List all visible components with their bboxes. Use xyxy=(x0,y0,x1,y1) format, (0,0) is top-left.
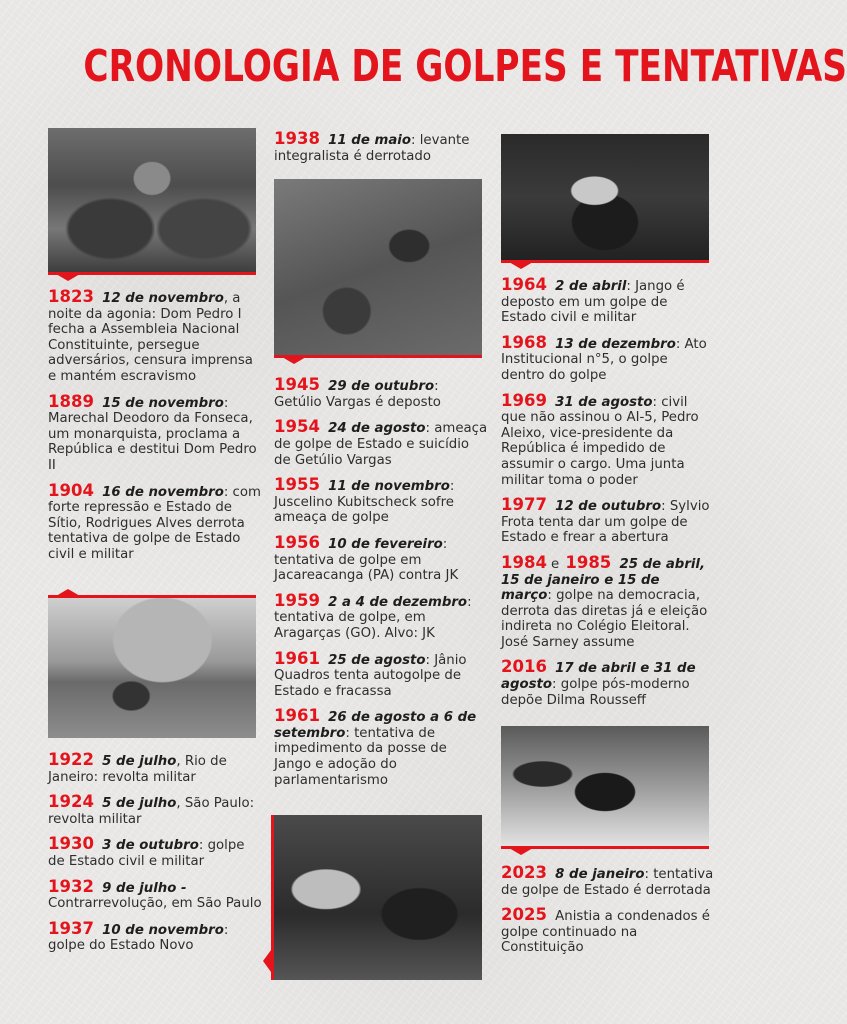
timeline-entry-1969 xyxy=(501,390,715,489)
timeline-group xyxy=(501,865,715,956)
entry-date: 9 de julho - xyxy=(102,880,187,896)
entry-year: 1889 xyxy=(48,391,94,411)
timeline-entry-2025 xyxy=(501,907,715,956)
entry-date: 11 de maio xyxy=(328,133,411,148)
entry-year: 1924 xyxy=(48,792,94,812)
entry-text: : Sylvio Frota tenta dar um golpe de Estado e frear a abertura xyxy=(501,499,710,546)
timeline-entry-1889 xyxy=(48,391,262,474)
entry-date: 2 de abril xyxy=(555,279,627,294)
entry-conjunction: e xyxy=(550,556,560,572)
photo-image xyxy=(48,128,256,272)
entry-year: 1969 xyxy=(501,390,547,410)
red-notch-marker xyxy=(56,274,80,281)
entry-date: 13 de dezembro xyxy=(555,336,676,352)
entry-date: 2 a 4 de dezembro xyxy=(328,594,468,610)
entry-date: 26 de agosto a 6 de setembro xyxy=(274,710,477,741)
entry-text: : tentativa de golpe de Estado é derrotada xyxy=(501,867,714,898)
entry-text: : Juscelino Kubitscheck sofre ameaça de golpe xyxy=(274,479,455,526)
entry-year: 1961 xyxy=(274,706,320,726)
timeline-group xyxy=(48,752,262,954)
entry-year: 1954 xyxy=(274,417,320,437)
entry-text: : Jânio Quadros tenta autogolpe de Estado e fracassa xyxy=(274,652,467,699)
entry-text: : Marechal Deodoro da Fonseca, um monarquista, proclama a República e destitui Dom Pedro II xyxy=(48,395,257,473)
column-1 xyxy=(48,128,262,572)
entry-year-2: 1985 xyxy=(565,552,612,572)
entry-date: 5 de julho xyxy=(102,754,177,769)
photo-image xyxy=(274,179,482,355)
timeline-entry-1904 xyxy=(48,480,262,563)
timeline-entry-1932 xyxy=(48,876,262,912)
timeline-entry-1959 xyxy=(274,590,488,642)
entry-year: 2025 xyxy=(501,905,547,925)
entry-text: : civil que não assinou o AI-5, Pedro Aleixo, vice-presidente da República é impedido de assumir o cargo. Uma junta militar toma o poder xyxy=(501,394,699,488)
red-notch-marker xyxy=(509,262,533,269)
photo-image xyxy=(274,815,482,980)
entry-date: 8 de janeiro xyxy=(555,867,645,882)
timeline-group xyxy=(48,289,262,563)
timeline-entry-1954 xyxy=(274,419,488,468)
entry-text: Anistia a condenados é golpe continuado na Constituição xyxy=(501,909,710,956)
entry-date: 12 de novembro xyxy=(102,291,224,306)
entry-text: : com forte repressão e Estado de Sítio, Rodrigues Alves derrota tentativa de golpe de Estado civil e militar xyxy=(48,484,261,562)
entry-date: 5 de julho xyxy=(102,796,177,812)
entry-year: 1823 xyxy=(48,287,94,306)
entry-year: 1968 xyxy=(501,332,547,352)
entry-text: : tentativa de impedimento da posse de Jango e adoção do parlamentarismo xyxy=(274,725,447,788)
entry-date: 11 de novembro xyxy=(328,479,450,495)
entry-date: 10 de fevereiro xyxy=(328,536,443,552)
entry-date: 17 de abril e 31 de agosto xyxy=(501,661,696,693)
entry-text: , Rio de Janeiro: revolta militar xyxy=(48,754,227,785)
column-2 xyxy=(274,131,488,797)
entry-year: 1930 xyxy=(48,834,94,854)
red-notch-marker xyxy=(263,950,271,972)
entry-text: : golpe pós-moderno depõe Dilma Rousseff xyxy=(501,677,690,708)
timeline-entry-1930 xyxy=(48,836,262,869)
timeline-entry-1961b xyxy=(274,708,488,788)
entry-text: : golpe na democracia, derrota das diretas já e eleição indireta no Colégio Eleitoral. José Sarney assume xyxy=(501,588,708,650)
entry-text: : tentativa de golpe, em Aragarças (GO). Alvo: JK xyxy=(274,594,472,641)
photo-assembleia-constituinte xyxy=(48,128,256,272)
entry-year: 1961 xyxy=(274,648,320,668)
entry-year: 1937 xyxy=(48,918,94,938)
entry-year: 1945 xyxy=(274,375,320,395)
timeline-group xyxy=(501,277,715,708)
entry-year: 1959 xyxy=(274,590,320,610)
entry-date: 12 de outubro xyxy=(555,499,662,515)
timeline-entry-1938 xyxy=(274,131,488,164)
photo-1922-revolt xyxy=(48,598,256,738)
entry-text: : Ato Institucional n°5, o golpe dentro do golpe xyxy=(501,336,707,383)
entry-year: 1977 xyxy=(501,495,547,515)
entry-year: 2016 xyxy=(501,657,547,677)
page-title: CRONOLOGIA DE GOLPES E TENTATIVAS xyxy=(83,41,847,92)
column-1-lower xyxy=(48,598,262,963)
timeline-entry-1977 xyxy=(501,497,715,546)
entry-date: 10 de novembro xyxy=(102,922,224,938)
entry-year: 1922 xyxy=(48,750,94,769)
photo-getulio-vargas xyxy=(274,815,482,980)
photo-1964-jango xyxy=(501,134,709,260)
entry-date: 25 de abril, 15 de janeiro e 15 de março xyxy=(501,556,706,604)
entry-date: 29 de outubro xyxy=(328,379,435,395)
timeline-entry-1964 xyxy=(501,277,715,326)
entry-text: , a noite da agonia: Dom Pedro I fecha a Assembleia Nacional Constituinte, persegue adversários, censura imprensa e mantém escravismo xyxy=(48,291,253,384)
timeline-entry-1961a xyxy=(274,648,488,700)
red-notch-marker xyxy=(56,589,80,596)
entry-date: 3 de outubro xyxy=(102,838,199,854)
column-3-lower xyxy=(501,726,715,965)
entry-date: 24 de agosto xyxy=(328,421,426,437)
column-3 xyxy=(501,134,715,717)
entry-year: 1904 xyxy=(48,480,94,500)
timeline-entry-1945 xyxy=(274,377,488,410)
red-notch-marker xyxy=(282,357,306,364)
photo-2023-riot xyxy=(501,726,709,846)
photo-1938-tanks xyxy=(274,179,482,355)
entry-text: : golpe do Estado Novo xyxy=(48,922,229,954)
photo-image xyxy=(501,726,709,846)
entry-date: 15 de novembro xyxy=(102,395,224,411)
photo-image xyxy=(48,598,256,738)
timeline-entry-1924 xyxy=(48,794,262,827)
entry-text: , São Paulo: revolta militar xyxy=(48,796,255,827)
timeline-entry-2016 xyxy=(501,659,715,708)
entry-date: 31 de agosto xyxy=(555,394,653,410)
photo-image xyxy=(501,134,709,260)
red-notch-marker xyxy=(509,848,533,855)
entry-year: 1955 xyxy=(274,475,320,495)
entry-text: : golpe de Estado civil e militar xyxy=(48,838,245,869)
entry-text: Contrarrevolução, em São Paulo xyxy=(48,896,262,912)
entry-date: 16 de novembro xyxy=(102,484,224,500)
entry-year: 1932 xyxy=(48,876,94,896)
timeline-entry-1968 xyxy=(501,332,715,384)
timeline-entry-1955 xyxy=(274,477,488,526)
entry-year: 2023 xyxy=(501,863,547,882)
entry-text: : tentativa de golpe em Jacareacanga (PA) contra JK xyxy=(274,536,459,584)
entry-year: 1984 xyxy=(501,552,547,572)
timeline-entry-1922 xyxy=(48,752,262,785)
timeline-group xyxy=(274,377,488,788)
timeline-entry-2023 xyxy=(501,865,715,898)
entry-year: 1938 xyxy=(274,129,320,148)
timeline-entry-1956 xyxy=(274,532,488,584)
entry-date: 25 de agosto xyxy=(328,652,426,668)
timeline-entry-1937 xyxy=(48,918,262,954)
timeline-entry-1823 xyxy=(48,289,262,385)
entry-year: 1956 xyxy=(274,532,320,552)
entry-year: 1964 xyxy=(501,275,547,294)
entry-text: : Jango é deposto em um golpe de Estado civil e militar xyxy=(501,279,685,326)
entry-text: : levante integralista é derrotado xyxy=(274,133,470,164)
entry-text: : Getúlio Vargas é deposto xyxy=(274,379,441,410)
entry-text: : ameaça de golpe de Estado e suicídio de Getúlio Vargas xyxy=(274,421,488,468)
column-2-lower xyxy=(274,815,488,980)
timeline-entry-1984-1985 xyxy=(501,552,715,651)
red-accent-bar xyxy=(271,815,274,980)
